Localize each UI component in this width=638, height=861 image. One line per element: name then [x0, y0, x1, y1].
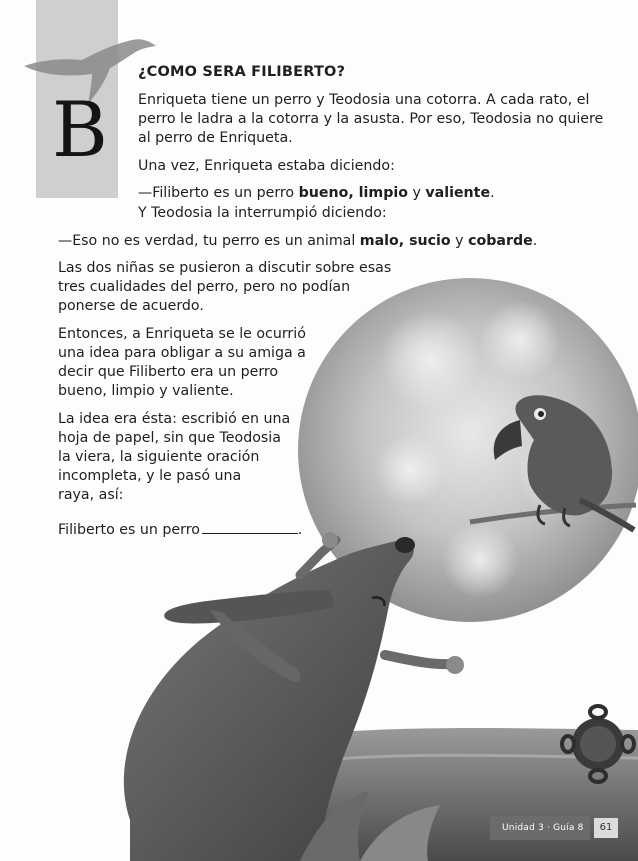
- paragraph-line: hoja de papel, sin que Teodosia: [58, 430, 281, 446]
- paragraph-line: una idea para obligar a su amiga a: [58, 345, 306, 361]
- paragraph-line: La idea era ésta: escribió en una: [58, 411, 291, 427]
- paragraph-line: tres cualidades del perro, pero no podían: [58, 279, 351, 295]
- paragraph-line: decir que Filiberto era un perro: [58, 364, 279, 380]
- page-title: ¿COMO SERA FILIBERTO?: [138, 64, 346, 80]
- quote-bold: malo, sucio: [359, 233, 451, 249]
- paragraph-line: al perro de Enriqueta.: [138, 130, 293, 146]
- paragraph-line: bueno, limpio y valiente.: [58, 383, 234, 399]
- paragraph-line: Y Teodosia la interrumpió diciendo:: [138, 205, 387, 221]
- footer-unit-label: Unidad 3 · Guía 8: [502, 823, 584, 833]
- sentence-text: Filiberto es un perro: [58, 522, 200, 538]
- incomplete-sentence: [58, 520, 302, 540]
- quote-bold: valiente: [425, 185, 491, 201]
- paragraph-line: perro le ladra a la cotorra y la asusta. Por eso, Teodosia no quiere: [138, 111, 604, 127]
- quote-text: .: [490, 185, 495, 201]
- quote-text: .: [532, 233, 538, 249]
- sentence-end: .: [297, 522, 303, 538]
- paragraph-line: ponerse de acuerdo.: [58, 298, 204, 314]
- paragraph-line: la viera, la siguiente oración: [58, 449, 260, 465]
- quote-bold: cobarde: [468, 233, 533, 249]
- quote-bold: bueno, limpio: [298, 185, 408, 201]
- paragraph-line: incompleta, y le pasó una: [58, 468, 242, 484]
- paragraph-line: Enriqueta tiene un perro y Teodosia una cotorra. A cada rato, el: [138, 92, 590, 108]
- quote-text: y: [450, 233, 469, 249]
- quote-text: y: [407, 185, 426, 201]
- quote-text: —Eso no es verdad, tu perro es un animal: [58, 233, 360, 249]
- page-number: 61: [594, 818, 618, 838]
- paragraph-line: raya, así:: [58, 487, 124, 503]
- dialogue-line: [138, 184, 495, 203]
- section-letter: B: [52, 85, 108, 174]
- quote-text: —Filiberto es un perro: [138, 185, 299, 201]
- paragraph-line: Entonces, a Enriqueta se le ocurrió: [58, 326, 306, 342]
- answer-blank[interactable]: [202, 520, 298, 534]
- paragraph-line: Una vez, Enriqueta estaba diciendo:: [138, 158, 395, 174]
- paragraph-line: Las dos niñas se pusieron a discutir sobre esas: [58, 260, 392, 276]
- dialogue-line: [58, 232, 537, 251]
